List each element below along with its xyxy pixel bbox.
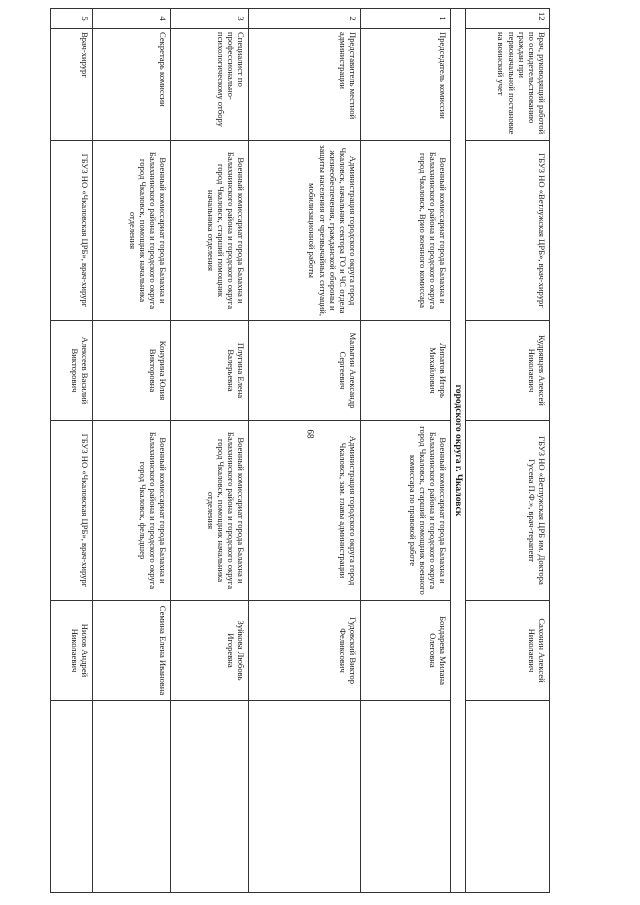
main-org-cell: Администрация городского округа город Чкаловск, начальник сектора ГО и ЧС отдела жизнеобеспечения, гражданской обороны и защиты населения от чрезвычайных ситуаций, мобилизационной работы — [249, 141, 361, 321]
main-org-cell: Военный комиссариат города Балахна и Балахнинского района и городского округа город Чкаловск, старший помощник начальника отделения — [171, 141, 249, 321]
reserve-name-cell: Зуйкова Любовь Игоревна — [171, 601, 249, 701]
role-cell: Представитель местной администрации — [249, 29, 361, 141]
reserve-name-cell: Семина Елена Ивановна — [93, 601, 171, 701]
section-title: городского округа г. Чкаловск — [451, 9, 466, 893]
row-number: 3 — [171, 9, 249, 29]
main-org-cell: Военный комиссариат города Балахна и Балахнинского района и городского округа город Чкаловск, помощник начальника отделения — [93, 141, 171, 321]
reserve-org-cell: Военный комиссариат города Балахна и Балахнинского района и городского округа город Чкаловск, фельдшер — [93, 421, 171, 601]
reserve-name-cell: Бондарева Милана Олеговна — [361, 601, 451, 701]
row-number: 1 — [361, 9, 451, 29]
main-org-cell: Военный комиссариат города Балахна и Балахнинского района и городского округа город Чкаловск, Врио военного комиссара — [361, 141, 451, 321]
blank-cell — [93, 701, 171, 893]
role-cell: Специалист по профессионально-психологическому отбору — [171, 29, 249, 141]
role-cell: Врач-хирург — [51, 29, 93, 141]
blank-cell — [51, 701, 93, 893]
table-row — [171, 9, 249, 893]
main-name-cell: Малыгин Александр Сергеевич — [249, 321, 361, 421]
reserve-name-cell: Гудовский Виктор Феликсович — [249, 601, 361, 701]
role-cell: Председатель комиссии — [361, 29, 451, 141]
main-name-cell: Кудрявцев Алексей Николаевич — [466, 321, 550, 421]
reserve-name-cell: Нилов Андрей Николаевич — [51, 601, 93, 701]
blank-cell — [466, 701, 550, 893]
table-row — [249, 9, 361, 893]
role-cell: Врач, руководящий работой по освидетельствованию граждан при первоначальной постановке на воинский учет — [466, 29, 550, 141]
reserve-org-cell: ГБУЗ НО «Ветлужская ЦРБ им. Доктора Гусева П.Ф.», врач-терапевт — [466, 421, 550, 601]
table-row — [93, 9, 171, 893]
reserve-org-cell: Военный комиссариат города Балахна и Балахнинского района и городского округа город Чкаловск, старший помощник военного комиссара по правовой работе — [361, 421, 451, 601]
table-row — [361, 9, 451, 893]
table-row — [466, 9, 550, 893]
blank-cell — [171, 701, 249, 893]
row-number: 12 — [466, 9, 550, 29]
table-row — [51, 9, 93, 893]
main-org-cell: ГБУЗ НО «Ветлужская ЦРБ», врач-хирург — [466, 141, 550, 321]
section-row — [451, 9, 466, 893]
blank-cell — [361, 701, 451, 893]
reserve-org-cell: ГБУЗ НО «Чкаловская ЦРБ», врач-хирург — [51, 421, 93, 601]
main-name-cell: Конурина Юлия Викторовна — [93, 321, 171, 421]
row-number: 5 — [51, 9, 93, 29]
main-name-cell: Плугина Елена Валерьевна — [171, 321, 249, 421]
main-org-cell: ГБУЗ НО «Чкаловская ЦРБ», врач-хирург — [51, 141, 93, 321]
commission-table — [50, 8, 550, 893]
reserve-org-cell: Военный комиссариат города Балахна и Балахнинского района и городского округа город Чкаловск, помощник начальника отделения — [171, 421, 249, 601]
blank-cell — [249, 701, 361, 893]
page-number: 68 — [305, 429, 316, 439]
role-cell: Секретарь комиссии — [93, 29, 171, 141]
reserve-org-cell: Администрация городского округа город Чкаловск, зам. главы администрации — [249, 421, 361, 601]
main-name-cell: Липатов Игорь Михайлович — [361, 321, 451, 421]
reserve-name-cell: Сахонин Алексей Николаевич — [466, 601, 550, 701]
row-number: 4 — [93, 9, 171, 29]
main-name-cell: Алексеев Василий Викторович — [51, 321, 93, 421]
rotated-document — [69, 8, 550, 893]
row-number: 2 — [249, 9, 361, 29]
